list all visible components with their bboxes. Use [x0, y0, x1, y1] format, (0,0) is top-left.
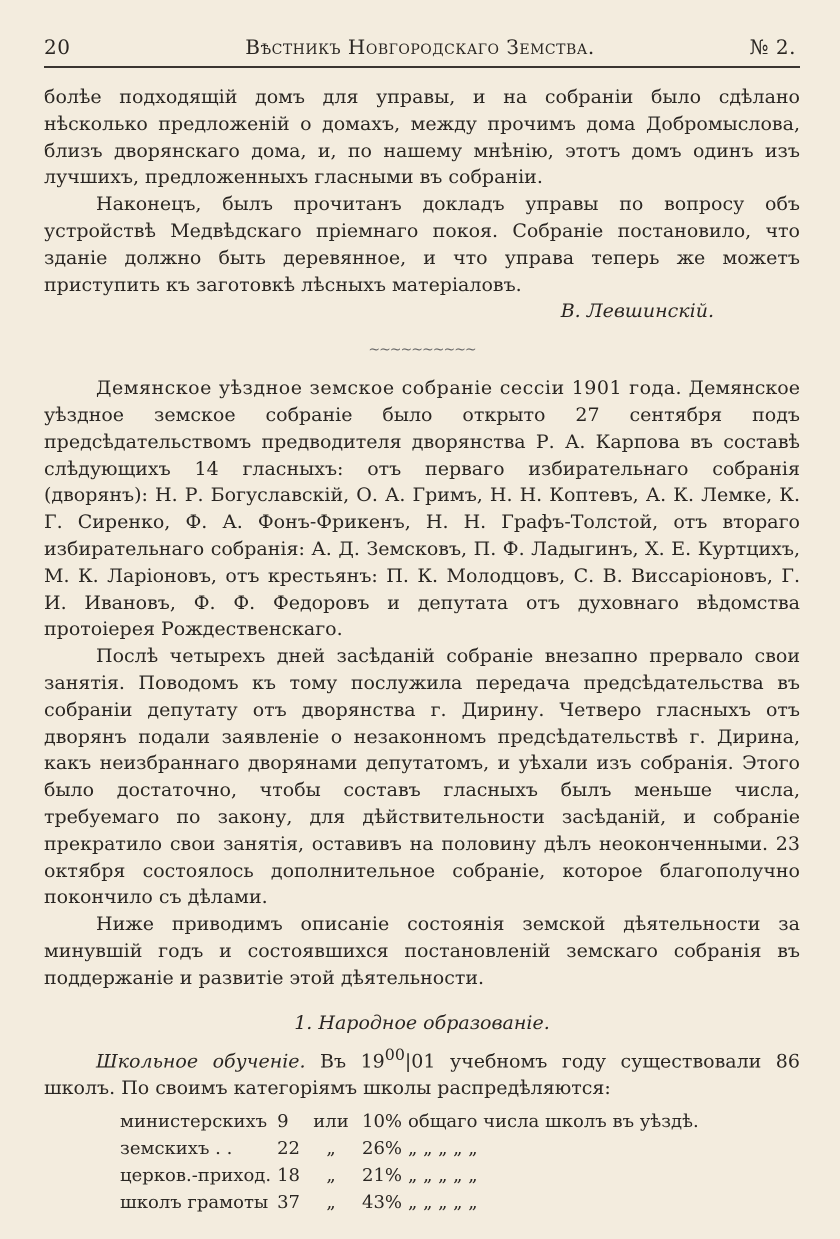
separator: или	[313, 1111, 349, 1133]
table-row	[120, 1189, 705, 1216]
row-tail: „ „ „ „ „	[408, 1192, 478, 1214]
row-tail: „ „ „ „ „	[408, 1165, 478, 1187]
table-row	[120, 1162, 705, 1189]
category-name: министерскихъ	[120, 1111, 268, 1133]
journal-title: Вѣстникъ Новгородскаго Земства.	[245, 35, 595, 59]
paragraph-6-text-b: |01 учебномъ году существовали 86 школъ. По своимъ категоріямъ школы распредѣляются:	[44, 1050, 800, 1100]
subsection-lead: Школьное обученіе.	[96, 1050, 306, 1073]
category-name: земскихъ . .	[120, 1138, 233, 1160]
section-title: 1. Народное образованіе.	[294, 1011, 550, 1034]
school-count: 37	[277, 1192, 300, 1214]
table-row	[120, 1135, 705, 1162]
issue-number: № 2.	[749, 35, 796, 59]
paragraph-2: Наконецъ, былъ прочитанъ докладъ управы по вопросу объ устройствѣ Медвѣдскаго пріемнаго покоя. Собраніе постановило, что зданіе должно быть деревянное, и что управа теперь же можетъ приступить къ заготовкѣ лѣсныхъ матеріаловъ.	[44, 193, 800, 296]
paragraph-1: болѣе подходящій домъ для управы, и на собраніи было сдѣлано нѣсколько предложеній о домахъ, между прочимъ дома Добромыслова, близъ дворянскаго дома, и, по нашему мнѣнію, этотъ домъ одинъ изъ лучшихъ, предложенныхъ гласными въ собраніи.	[44, 86, 800, 189]
row-tail: „ „ „ „ „	[408, 1138, 478, 1160]
school-count: 18	[277, 1165, 300, 1187]
category-name: церков.-приход.	[120, 1165, 272, 1187]
percentage: 43%	[362, 1192, 403, 1214]
school-stats-table	[120, 1108, 705, 1216]
school-count: 9	[277, 1111, 289, 1133]
category-name: школъ грамоты	[120, 1192, 269, 1214]
author-signature: В. Левшинскій.	[560, 300, 714, 323]
percentage: 10%	[362, 1111, 403, 1133]
paragraph-5: Ниже приводимъ описаніе состоянія земской дѣятельности за минувшій годъ и состоявшихся постановленій земскаго собранія въ поддержаніе и развитіе этой дѣятельности.	[44, 913, 800, 989]
percentage: 26%	[362, 1138, 403, 1160]
row-tail: общаго числа школъ въ уѣздѣ.	[408, 1111, 699, 1133]
paragraph-4: Послѣ четырехъ дней засѣданій собраніе внезапно прервало свои занятія. Поводомъ къ тому послужила передача предсѣдательства въ собраніи депутату отъ дворянства г. Дирину. Четверо гласныхъ отъ дворянъ подали заявленіе о незаконномъ предсѣдательствѣ г. Дирина, какъ неизбраннаго дворянами депутатомъ, и уѣхали изъ собранія. Этого было достаточно, чтобы составъ гласныхъ былъ меньше числа, требуемаго по закону, для дѣйствительности засѣданій, и собраніе прекратило свои занятія, оставивъ на половину дѣлъ неоконченными. 23 октября состоялось дополнительное собраніе, которое благополучно покончило съ дѣлами.	[44, 645, 800, 909]
report-heading: Демянское уѣздное земское собраніе сессіи 1901 года.	[96, 377, 683, 400]
year-superscript: 00	[384, 1045, 405, 1065]
separator: „	[326, 1138, 336, 1160]
ornament-divider: ~~~~~~~~~~	[368, 342, 476, 359]
paragraph-3-text: Демянское уѣздное земское собраніе было открыто 27 сентября подъ предсѣдательствомъ предводителя дворянства Р. А. Карпова въ составѣ слѣдующихъ 14 гласныхъ: отъ перваго избирательнаго собранія (дворянъ): Н. Р. Богуславскій, О. А. Гримъ, Н. Н. Коптевъ, А. К. Лемке, К. Г. Сиренко, Ф. А. Фонъ-Фрикенъ, Н. Н. Графъ-Толстой, отъ втораго избирательнаго собранія: А. Д. Земсковъ, П. Ф. Ладыгинъ, Х. Е. Куртцихъ, М. К. Ларіоновъ, отъ крестьянъ: П. К. Молодцовъ, С. В. Виссаріоновъ, Г. И. Ивановъ, Ф. Ф. Федоровъ и депутата отъ духовнаго вѣдомства протоіерея Рождественскаго.	[44, 377, 800, 641]
separator: „	[326, 1192, 336, 1214]
paragraph-6	[44, 1042, 800, 1102]
separator: „	[326, 1165, 336, 1187]
page-number: 20	[44, 35, 71, 59]
table-row	[120, 1108, 705, 1135]
header-rule	[44, 66, 800, 68]
paragraph-6-text-a: Въ 19	[305, 1050, 385, 1073]
percentage: 21%	[362, 1165, 403, 1187]
school-count: 22	[277, 1138, 300, 1160]
running-header	[44, 30, 796, 64]
article-body	[44, 84, 800, 1216]
paragraph-3	[44, 375, 800, 643]
